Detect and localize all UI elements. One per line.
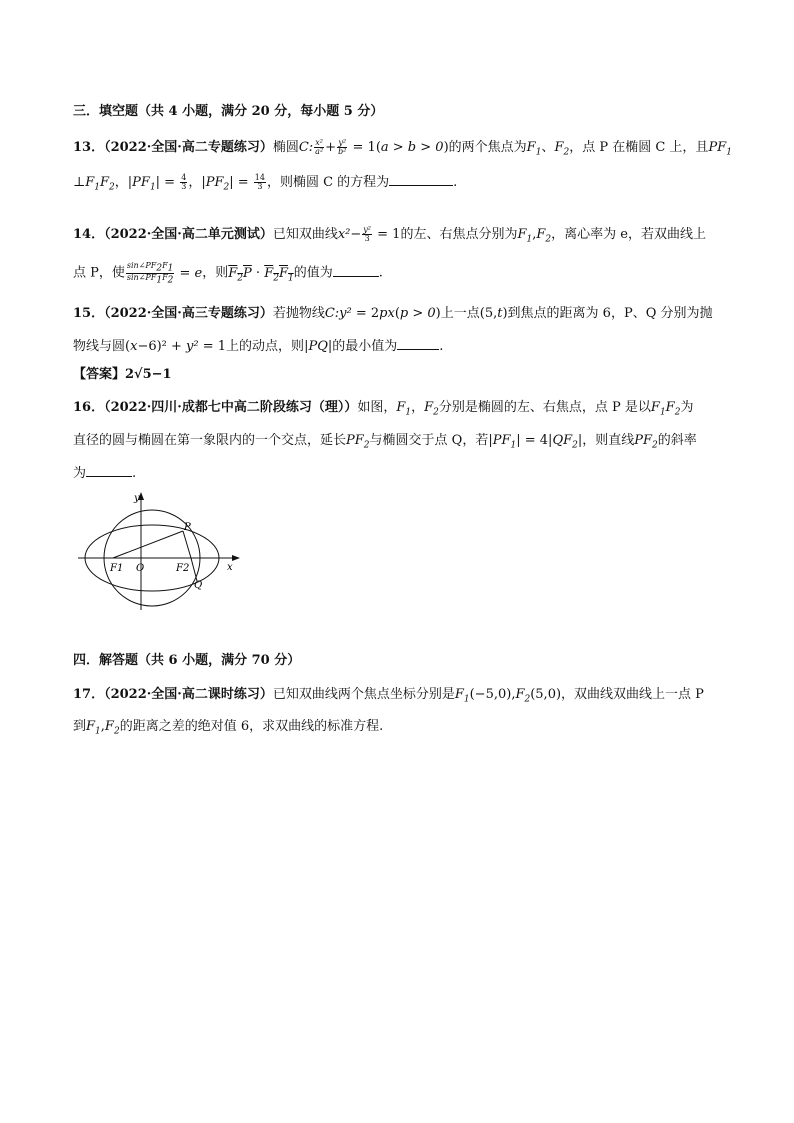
question-15-line-2 (73, 337, 443, 356)
question-14-text-4: 点 P，使 (73, 265, 125, 281)
question-16-number: 16． (73, 400, 105, 415)
question-15-text-1: 若抛物线 (272, 306, 325, 321)
question-16-line-1 (73, 399, 693, 422)
question-16-source: （2022·四川·成都七中高二阶段练习（理）） (104, 400, 358, 415)
math-point: (5,t) (479, 306, 508, 321)
question-17-line-2 (73, 718, 383, 741)
question-14-line-2 (73, 262, 383, 287)
question-14-text-3: ，离心率为 e，若双曲线上 (551, 227, 706, 242)
label-y: y (134, 493, 140, 504)
math-condition: $|PF_1| = 4|QF_2|$ (488, 433, 583, 451)
question-16-text-2: 分别是椭圆的左、右焦点，点 P 是以 (438, 400, 651, 415)
equation-parabola: C:y² = 2px(p > 0) (324, 306, 441, 321)
question-15-text-2: 上一点 (440, 306, 480, 321)
question-17-text-1: 已知双曲线两个焦点坐标分别是 (272, 687, 455, 702)
question-14-text-2: 的左、右焦点分别为 (400, 227, 518, 242)
equation-ellipse: C: $\frac{\text{x²}}{\text{a²}}$ + $\frac{\text{y²}}{\text{b²}}$ = 1(a > b > 0) (298, 138, 449, 156)
answer-blank[interactable] (86, 464, 132, 477)
question-14-text-6: 的值为 (293, 265, 333, 281)
x-axis-arrow-icon (232, 555, 240, 561)
question-14-text-5: ，则 (202, 265, 229, 281)
question-15-text-6: 的最小值为 (332, 339, 398, 354)
question-16-text-7: 的斜率 (657, 433, 697, 448)
question-17-line-1 (73, 686, 704, 709)
question-16-line-2 (73, 432, 697, 455)
question-13-source: （2022·全国·高二专题练习） (104, 140, 273, 155)
question-14-text-7: . (378, 265, 383, 281)
math-foci: $F_1$、$F_2$ (526, 140, 570, 158)
question-13-text-3: ，点 P 在椭圆 C 上，且 (569, 140, 709, 155)
question-15-number: 15． (73, 306, 105, 321)
answer-15 (73, 366, 172, 384)
label-q: Q (194, 580, 203, 591)
ellipse-figure (70, 488, 250, 613)
question-16-text-8: 为 (73, 466, 87, 481)
question-16-text-5: 与椭圆交于点 Q，若 (369, 433, 489, 448)
math-foci: $F_1,F_2$ (517, 227, 552, 245)
math-pf1: $PF_1$ (708, 140, 732, 158)
label-x: x (227, 562, 233, 573)
math-pq: |PQ| (304, 339, 333, 354)
question-13-number: 13． (73, 140, 105, 155)
question-14-number: 14． (73, 227, 105, 242)
question-17-text-4: 的距离之差的绝对值 6，求双曲线的标准方程. (119, 719, 384, 734)
question-13-line-2 (73, 173, 457, 197)
label-o: O (136, 563, 145, 574)
question-15-source: （2022·全国·高三专题练习） (104, 306, 273, 321)
math-vector-product: $F_2P \cdot F_2F_1$ (228, 265, 294, 284)
question-15-text-3: 到焦点的距离为 6，P、Q 分别为抛 (507, 306, 713, 321)
question-13-text-2: 的两个焦点为 (448, 140, 527, 155)
question-15-text-4: 物线与圆 (73, 339, 126, 354)
question-17-text-3: 到 (73, 719, 87, 734)
section-3-title: 三．填空题（共 4 小题，满分 20 分，每小题 5 分） (73, 104, 384, 119)
math-perp: $\perp F_1F_2$，$|PF_1|$ = $\frac{4}{3}$ ，$|PF_2|$ = $\frac{14}{3}$ (73, 173, 265, 193)
question-17-text-2: ，双曲线双曲线上一点 P (561, 687, 704, 702)
answer-blank[interactable] (397, 337, 439, 350)
math-pf2-line: $PF_2$ (634, 433, 658, 451)
section-4-title: 四．解答题（共 6 小题，满分 70 分） (73, 653, 301, 668)
segment-f2q (191, 558, 197, 581)
math-sine-ratio: $\frac{\sin\angle PF_2F_1}{\sin\angle PF_1F_2}$ = e (126, 261, 203, 286)
question-16-text-6: ，则直线 (582, 433, 635, 448)
math-foci: $F_1,F_2$ (86, 719, 120, 737)
answer-value: 2√5−1 (125, 367, 172, 382)
question-14-line-1 (73, 226, 706, 249)
question-13-text-1: 椭圆 (272, 140, 299, 155)
question-13-line-1 (73, 139, 732, 162)
question-16-text-3: 为 (680, 400, 694, 415)
math-foci: $F_1$，$F_2$ (396, 400, 439, 418)
answer-label: 【答案】 (73, 367, 126, 382)
answer-blank[interactable] (389, 173, 453, 186)
equation-hyperbola: x²− $\frac{\text{y²}}{3}$ = 1 (337, 225, 401, 243)
question-13-text-4: ，则椭圆 C 的方程为 (266, 175, 390, 190)
segment-pf2 (183, 531, 191, 558)
segment-f1p (113, 531, 183, 558)
question-15-text-7: . (439, 339, 444, 354)
answer-blank[interactable] (333, 264, 379, 277)
math-pf2: $PF_2$ (346, 433, 370, 451)
question-16-text-1: 如图， (357, 400, 397, 415)
math-foci-coords: $F_1(-5,0),F_2(5,0)$ (454, 687, 562, 705)
label-f1: F1 (110, 563, 124, 574)
question-13-text-5: . (453, 175, 458, 190)
question-16-line-3 (73, 464, 136, 483)
question-15-text-5: 上的动点，则 (226, 339, 305, 354)
label-f2: F2 (176, 563, 190, 574)
question-17-number: 17． (73, 687, 105, 702)
math-f1f2: $F_1F_2$ (650, 400, 681, 418)
question-17-source: （2022·全国·高二课时练习） (104, 687, 273, 702)
question-15-line-1 (73, 305, 713, 323)
question-16-text-4: 直径的圆与椭圆在第一象限内的一个交点，延长 (73, 433, 347, 448)
equation-circle: (x−6)² + y² = 1 (125, 339, 227, 354)
question-14-text-1: 已知双曲线 (272, 227, 338, 242)
question-14-source: （2022·全国·高二单元测试） (104, 227, 273, 242)
question-16-text-9: . (132, 466, 137, 481)
label-p: P (184, 522, 191, 533)
